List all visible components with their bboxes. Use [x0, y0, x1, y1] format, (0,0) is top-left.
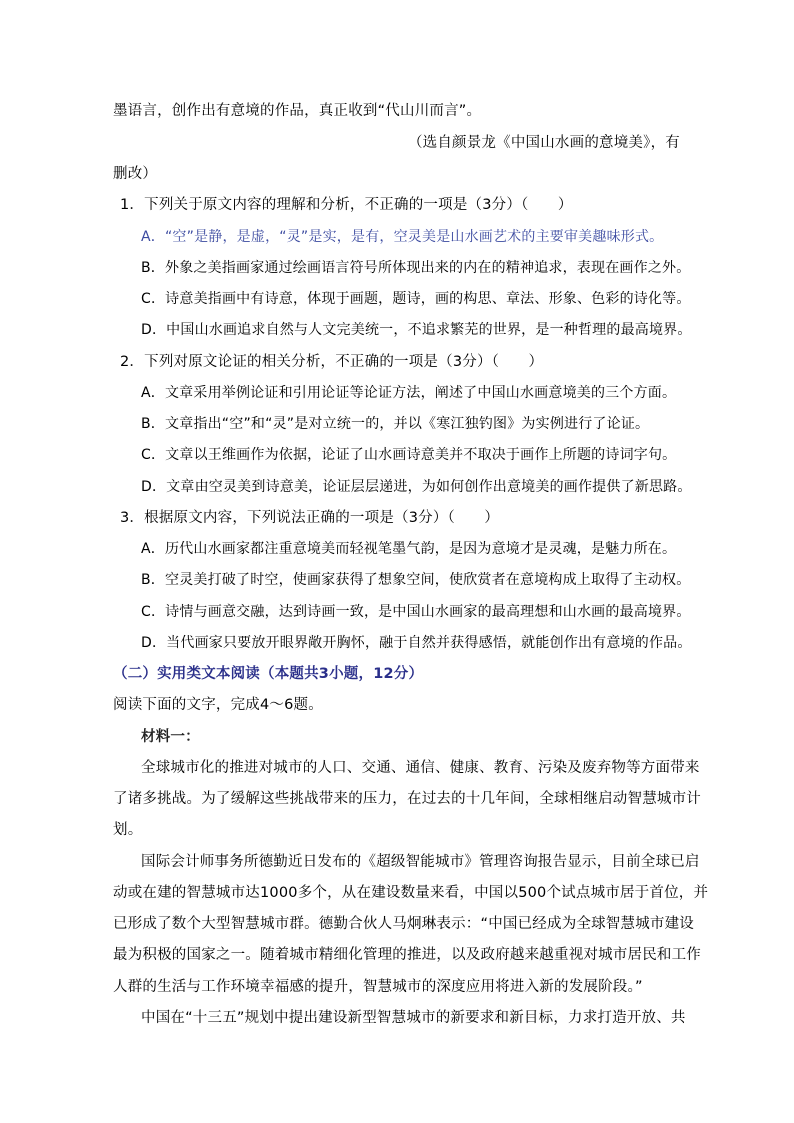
question-1-option-b: B．外象之美指画家通过绘画语言符号所体现出来的内在的精神追求，表现在画作之外。 — [141, 260, 691, 276]
paragraph-line: 中国在“十三五”规划中提出建设新型智慧城市的新要求和新目标，力求打造开放、共 — [141, 1010, 686, 1026]
paragraph-line: 国际会计师事务所德勤近日发布的《超级智能城市》管理咨询报告显示，目前全球已启 — [141, 854, 700, 870]
question-1-option-c: C．诗意美指画中有诗意，体现于画题，题诗，画的构思、章法、形象、色彩的诗化等。 — [141, 291, 691, 307]
question-2: 2．下列对原文论证的相关分析，不正确的一项是（3分）（ ） — [120, 354, 544, 370]
paragraph-line: 全球城市化的推进对城市的人口、交通、通信、健康、教育、污染及废弃物等方面带来 — [141, 760, 700, 776]
question-3-option-d: D．当代画家只要放开眼界敞开胸怀，融于自然并获得感悟，就能创作出有意境的作品。 — [141, 635, 692, 651]
question-2-option-b: B．文章指出“空”和“灵”是对立统一的，并以《寒江独钓图》为实例进行了论证。 — [141, 416, 650, 432]
question-2-option-d: D．文章由空灵美到诗意美，论证层层递进，为如何创作出意境美的画作提供了新思路。 — [141, 479, 692, 495]
material-heading: 材料一： — [141, 729, 200, 745]
question-1: 1．下列关于原文内容的理解和分析，不正确的一项是（3分）（ ） — [120, 197, 573, 213]
question-1-option-a: A．“空”是静，是虚，“灵”是实，是有，空灵美是山水画艺术的主要审美趣味形式。 — [141, 229, 664, 245]
text-line: 墨语言，创作出有意境的作品，真正收到“代山川而言”。 — [113, 103, 482, 119]
question-1-option-d: D．中国山水画追求自然与人文完美统一，不追求繁芜的世界，是一种哲理的最高境界。 — [141, 322, 692, 338]
question-3-option-b: B．空灵美打破了时空，使画家获得了想象空间，使欣赏者在意境构成上取得了主动权。 — [141, 572, 691, 588]
paragraph-line: 动或在建的智慧城市达1000多个，从在建设数量来看，中国以500个试点城市居于首位，并 — [113, 885, 709, 901]
question-3-option-c: C．诗情与画意交融，达到诗画一致，是中国山水画家的最高理想和山水画的最高境界。 — [141, 604, 691, 620]
paragraph-line: 了诸多挑战。为了缓解这些挑战带来的压力，在过去的十几年间，全球相继启动智慧城市计 — [113, 791, 701, 807]
source-citation-end: 删改） — [113, 166, 158, 182]
question-2-option-a: A．文章采用举例论证和引用论证等论证方法，阐述了中国山水画意境美的三个方面。 — [141, 385, 677, 401]
question-3-option-a: A．历代山水画家都注重意境美而轻视笔墨气韵，是因为意境才是灵魂，是魅力所在。 — [141, 541, 677, 557]
paragraph-line: 人群的生活与工作环境幸福感的提升，智慧城市的深度应用将进入新的发展阶段。” — [113, 979, 643, 995]
paragraph-line: 划。 — [113, 822, 143, 838]
question-3: 3．根据原文内容，下列说法正确的一项是（3分）（ ） — [120, 510, 500, 526]
instruction-text: 阅读下面的文字，完成4～6题。 — [113, 697, 323, 713]
paragraph-line: 最为积极的国家之一。随着城市精细化管理的推进，以及政府越来越重视对城市居民和工作 — [113, 947, 701, 963]
section-heading: （二）实用类文本阅读（本题共3小题，12分） — [113, 666, 424, 682]
paragraph-line: 已形成了数个大型智慧城市群。德勤合伙人马炯琳表示：“中国已经成为全球智慧城市建设 — [113, 916, 695, 932]
question-2-option-c: C．文章以王维画作为依据，论证了山水画诗意美并不取决于画作上所题的诗词字句。 — [141, 447, 677, 463]
source-citation: （选自颜景龙《中国山水画的意境美》，有 — [407, 135, 680, 151]
